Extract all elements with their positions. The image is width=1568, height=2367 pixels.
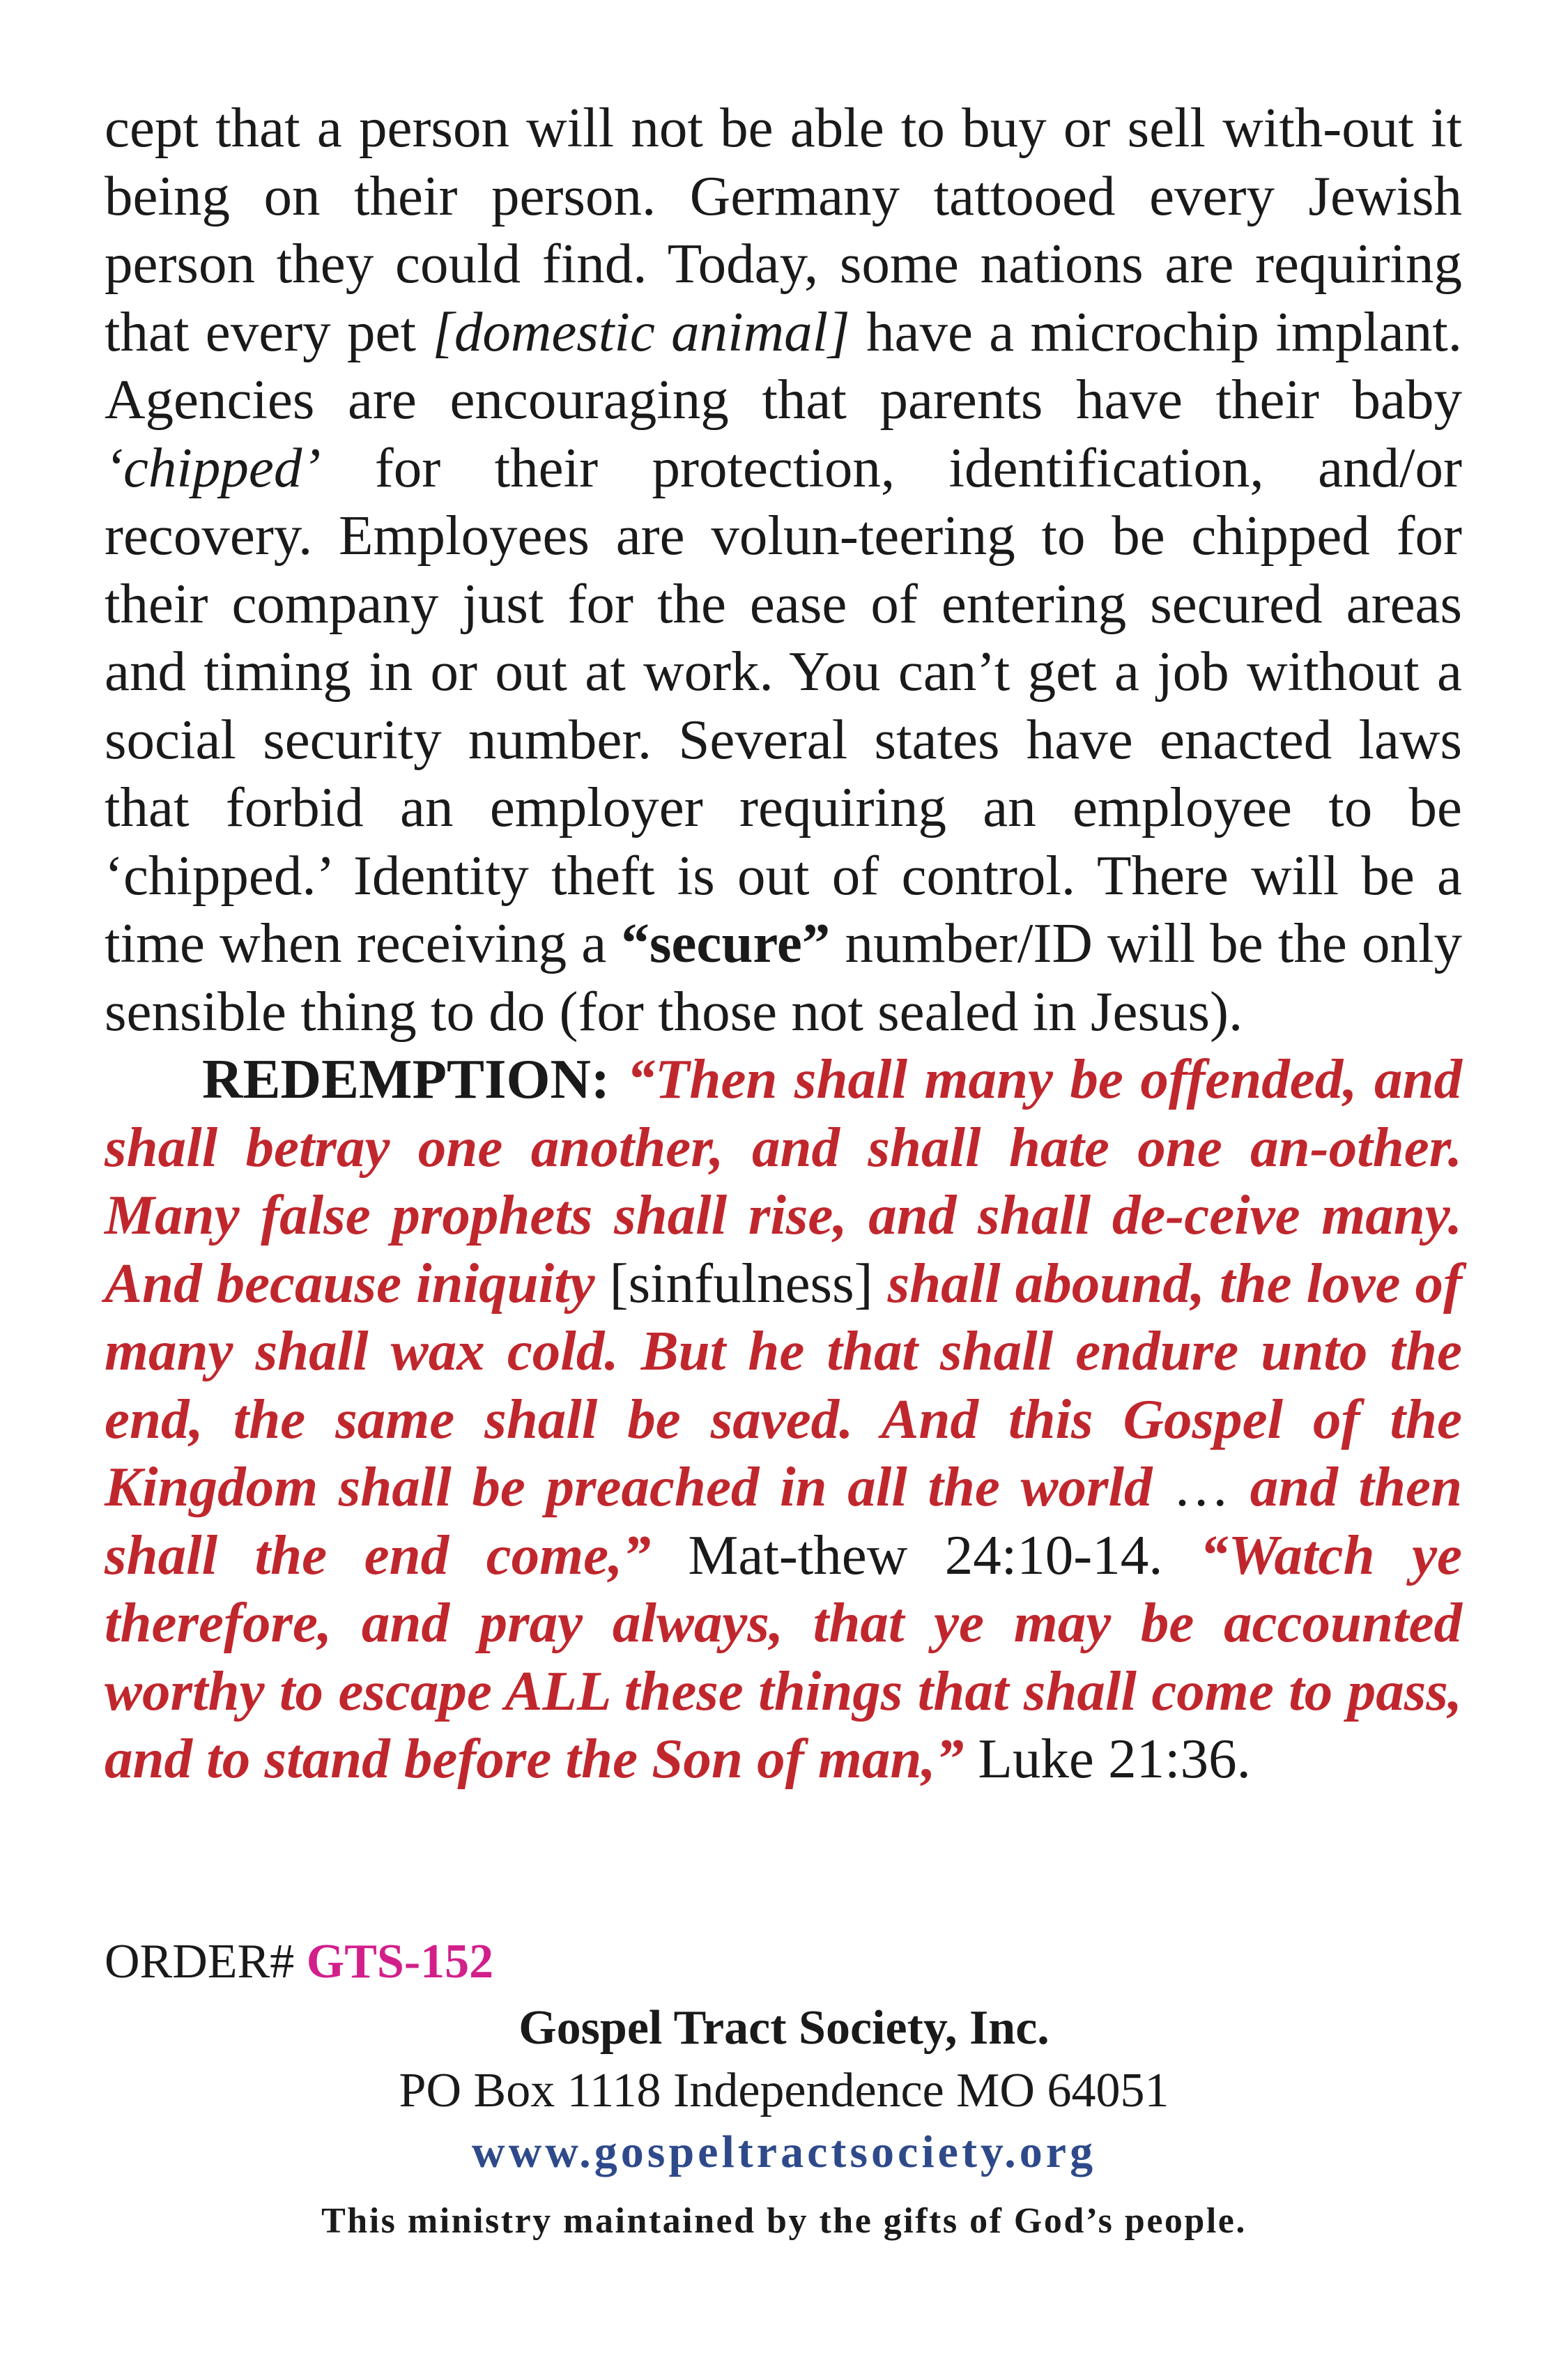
text-segment: number/ID will be the only sensible thing to do (for those not sealed in Jesus).: [105, 912, 1462, 1043]
text-segment: for their protection, identification, and/or recovery. Employees are volun-teering to be chipped for their company just for the ease of entering secured areas and timing in or out at work. You can’t get a job without a social security number. Several states have enacted laws that forbid an employer requiring an employee to be ‘chipped.’ Identity theft is out of control. There will be a time when receiving a: [105, 436, 1462, 974]
scripture-reference: Luke 21:36.: [964, 1727, 1251, 1790]
scripture-reference: Mat-thew 24:10-14.: [650, 1523, 1201, 1586]
text-segment: cept that a person will not be able to buy or sell with-out it being on their person. Germany tattooed every Jewish person they could find. Today, some nations are requiring that every pet: [105, 96, 1462, 363]
ministry-tagline: This ministry maintained by the gifts of God’s people.: [321, 2201, 1247, 2241]
text-segment: [sinfulness]: [594, 1251, 888, 1315]
italic-text: [domestic animal]: [432, 300, 850, 363]
scripture-quote: “Watch ye therefore, and pray always, that ye may be accounted worthy to escape ALL these things that shall come to pass, and to stand before the Son of man,”: [105, 1523, 1462, 1790]
scripture-quote: and then shall the end come,”: [105, 1455, 1462, 1586]
italic-text: ‘chipped’: [105, 436, 321, 499]
text-segment: …: [1152, 1455, 1250, 1518]
website-link[interactable]: www.gospeltractsociety.org: [471, 2127, 1097, 2177]
bold-text: “secure”: [621, 912, 831, 974]
text-segment: have a microchip implant. Agencies are encouraging that parents have their baby: [105, 300, 1462, 431]
tract-body: [105, 94, 1462, 1793]
mailing-address: PO Box 1118 Independence MO 64051: [399, 2064, 1169, 2117]
order-code: GTS-152: [306, 1935, 494, 1989]
redemption-heading: REDEMPTION:: [202, 1048, 610, 1110]
order-number: [105, 1934, 493, 1990]
paragraph-redemption: [105, 1045, 1462, 1793]
organization-name: Gospel Tract Society, Inc.: [518, 2001, 1050, 2055]
scripture-quote: shall abound, the love of many shall wax cold. But he that shall endure unto the end, the same shall be saved. And this Gospel of the Kingdom shall be preached in all the world: [105, 1251, 1462, 1518]
scripture-quote: “Then shall many be offended, and shall betray one another, and shall hate one an-other. Many false prophets shall rise, and shall de-ceive many. And because iniquity: [105, 1048, 1463, 1315]
paragraph-microchip: [105, 94, 1462, 1045]
order-label: ORDER#: [105, 1935, 307, 1989]
